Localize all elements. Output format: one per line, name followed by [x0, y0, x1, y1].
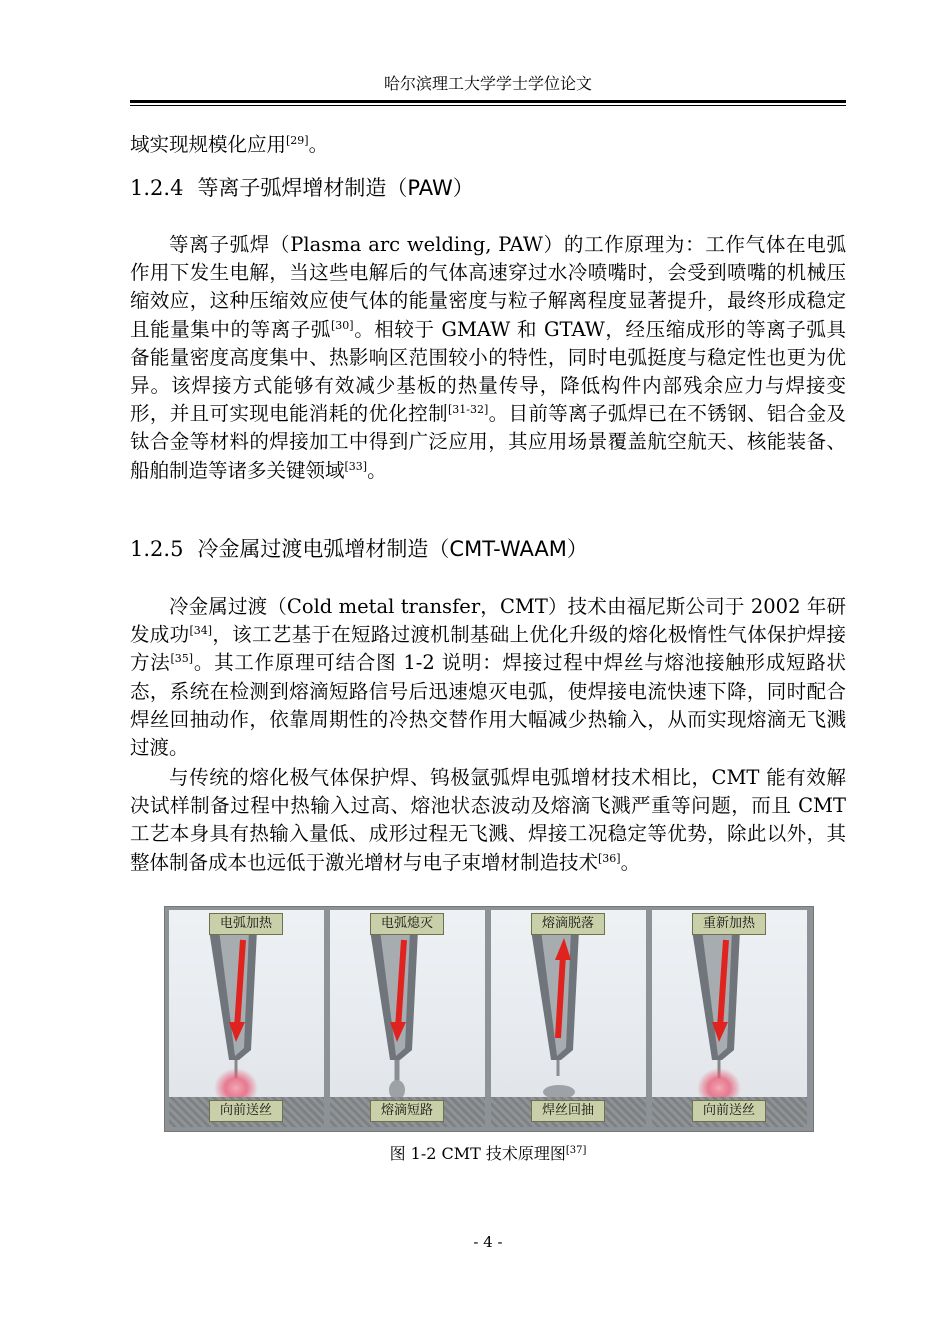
feed-label: 向前送丝 [209, 1100, 283, 1122]
running-header: 哈尔滨理工大学学士学位论文 [383, 74, 592, 93]
section-number: 1.2.4 [130, 176, 184, 200]
figure-cmt-principle [164, 906, 814, 1132]
citation: [30] [331, 318, 354, 332]
citation: [36] [598, 851, 621, 865]
section-title: 冷金属过渡电弧增材制造（CMT-WAAM） [197, 537, 588, 561]
section-number: 1.2.5 [130, 537, 184, 561]
citation: [31-32] [447, 403, 489, 417]
stage-label: 重新加热 [692, 913, 766, 935]
citation: [35] [170, 652, 194, 666]
torch-illustration [652, 910, 807, 1127]
section-heading-1-2-4 [130, 173, 846, 203]
figure-panel [491, 910, 646, 1127]
stage-label: 电弧熄灭 [370, 913, 444, 935]
figure-panel [652, 910, 807, 1127]
section-title: 等离子弧焊增材制造（PAW） [197, 176, 474, 200]
figure-caption: 图 1-2 CMT 技术原理图[37] [389, 1144, 587, 1163]
figure-panel [330, 910, 485, 1127]
page-number: - 4 - [473, 1233, 503, 1251]
header-rule-thin [130, 105, 846, 106]
paragraph-cmt-advantages: 与传统的熔化极气体保护焊、钨极氩弧焊电弧增材技术相比，CMT 能有效解决试样制备过程中热输入过高、熔池状态波动及熔滴飞溅严重等问题，而且 CMT 工艺本身具有热输入量低、成形过程无飞溅、焊接工况稳定等优势，除此以外，其整体制备成本也远低于激光增材与电子束增材制造技术[36]。 [130, 766, 846, 874]
torch-illustration [330, 910, 485, 1127]
citation: [29] [286, 134, 309, 147]
stage-label: 熔滴脱落 [531, 913, 605, 935]
feed-label: 熔滴短路 [370, 1100, 444, 1122]
paragraph-continuation: 域实现规模化应用[29]。 [130, 133, 329, 156]
paragraph-cmt-intro: 冷金属过渡（Cold metal transfer，CMT）技术由福尼斯公司于 2002 年研发成功[34]，该工艺基于在短路过渡机制基础上优化升级的熔化极惰性气体保护焊接方法[35]。其工作原理可结合图 1-2 说明：焊接过程中焊丝与熔池接触形成短路状态，系统在检测到熔滴短路信号后迅速熄灭电弧，使焊接电流快速下降，同时配合焊丝回抽动作，依靠周期性的冷热交替作用大幅减少热输入，从而实现熔滴无飞溅过渡。 [130, 595, 846, 760]
feed-label: 焊丝回抽 [531, 1100, 605, 1122]
figure-panel [169, 910, 324, 1127]
paragraph-paw: 等离子弧焊（Plasma arc welding, PAW）的工作原理为：工作气体在电弧作用下发生电解，当这些电解后的气体高速穿过水冷喷嘴时，会受到喷嘴的机械压缩效应，这种压缩效应使气体的能量密度与粒子解离程度显著提升，最终形成稳定且能量集中的等离子弧[30]。相较于 GMAW 和 GTAW，经压缩成形的等离子弧具备能量密度高度集中、热影响区范围较小的特性，同时电弧挺度与稳定性也更为优异。该焊接方式能够有效减少基板的热量传导，降低构件内部残余应力与焊接变形，并且可实现电能消耗的优化控制[31-32]。目前等离子弧焊已在不锈钢、铝合金及钛合金等材料的焊接加工中得到广泛应用，其应用场景覆盖航空航天、核能装备、船舶制造等诸多关键领域[33]。 [130, 233, 846, 482]
feed-label: 向前送丝 [692, 1100, 766, 1122]
torch-illustration [169, 910, 324, 1127]
torch-illustration [491, 910, 646, 1127]
header-rule-thick [130, 100, 846, 103]
stage-label: 电弧加热 [209, 913, 283, 935]
citation: [37] [565, 1145, 587, 1156]
citation: [33] [344, 459, 368, 473]
citation: [34] [189, 624, 213, 638]
section-heading-1-2-5 [130, 534, 846, 564]
